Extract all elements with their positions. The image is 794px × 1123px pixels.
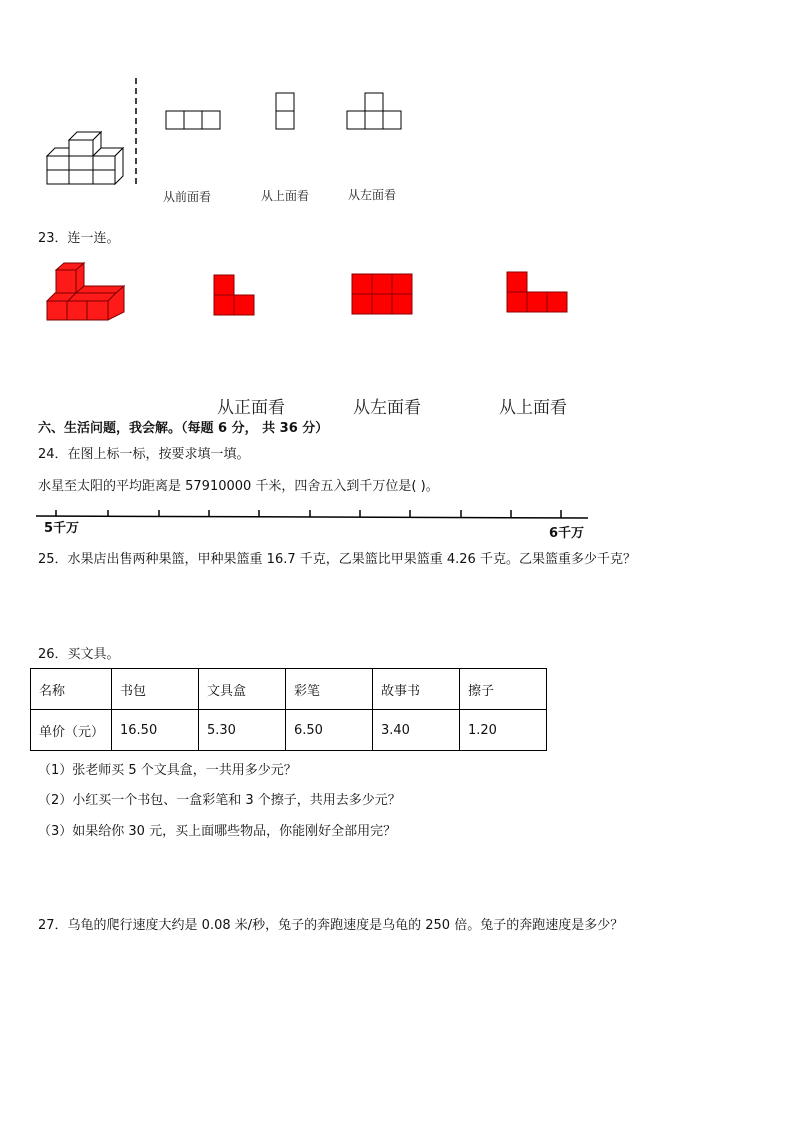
table-cell: 16.50: [112, 710, 199, 751]
table-row-header: [31, 669, 547, 710]
table-row-price: [31, 710, 547, 751]
table-cell: 彩笔: [286, 669, 373, 710]
q22-top-view-shape: [275, 92, 295, 130]
q25-text: 25．水果店出售两种果篮，甲种果篮重 16.7 千克，乙果篮比甲果篮重 4.26 千克。乙果篮重多少千克？: [38, 552, 636, 567]
q23-shape-l-small[interactable]: [213, 274, 255, 316]
q26-title: 26．买文具。: [38, 647, 120, 662]
q27-text: 27．乌龟的爬行速度大约是 0.08 米/秒，兔子的奔跑速度是乌龟的 250 倍。兔子的奔跑速度是多少？: [38, 918, 624, 933]
q24-title: 24．在图上标一标，按要求填一填。: [38, 447, 250, 462]
q26-sub-2: （2）小红买一个书包、一盒彩笔和 3 个擦子，共用去多少元？: [38, 793, 401, 808]
q23-label-top[interactable]: 从上面看: [499, 398, 567, 418]
dashed-divider: [134, 78, 138, 188]
q24-line-end-label: 6千万: [549, 526, 585, 541]
table-cell: 单价（元）: [31, 710, 112, 751]
table-cell: 文具盒: [199, 669, 286, 710]
q26-sub-3: （3）如果给你 30 元，买上面哪些物品，你能刚好全部用完？: [38, 824, 397, 839]
section6-heading: 六、生活问题，我会解。（每题 6 分， 共 36 分）: [38, 421, 329, 436]
table-cell: 6.50: [286, 710, 373, 751]
q23-shape-l-long[interactable]: [506, 271, 568, 313]
q26-price-table: [30, 668, 547, 751]
q23-label-front[interactable]: 从正面看: [217, 398, 285, 418]
q23-red-cube-solid[interactable]: [46, 262, 126, 324]
table-cell: 1.20: [460, 710, 547, 751]
table-cell: 擦子: [460, 669, 547, 710]
q22-label-left: 从左面看: [348, 188, 397, 202]
q23-label-left[interactable]: 从左面看: [353, 398, 421, 418]
table-cell: 3.40: [373, 710, 460, 751]
q22-left-view-shape: [346, 92, 402, 130]
q22-cube-solid: [45, 130, 125, 190]
q22-label-front: 从前面看: [163, 190, 212, 204]
table-cell: 故事书: [373, 669, 460, 710]
q23-title: 23．连一连。: [38, 231, 120, 246]
table-cell: 名称: [31, 669, 112, 710]
q24-line-start-label: 5千万: [44, 521, 80, 536]
q24-number-line[interactable]: [36, 508, 596, 522]
q24-text: 水星至太阳的平均距离是 57910000 千米，四舍五入到千万位是( )。: [38, 479, 439, 494]
table-cell: 5.30: [199, 710, 286, 751]
q22-front-view-shape: [165, 110, 221, 130]
table-cell: 书包: [112, 669, 199, 710]
q22-label-top: 从上面看: [261, 189, 310, 203]
q23-shape-grid-2x3[interactable]: [351, 273, 413, 315]
q26-sub-1: （1）张老师买 5 个文具盒，一共用多少元？: [38, 763, 297, 778]
